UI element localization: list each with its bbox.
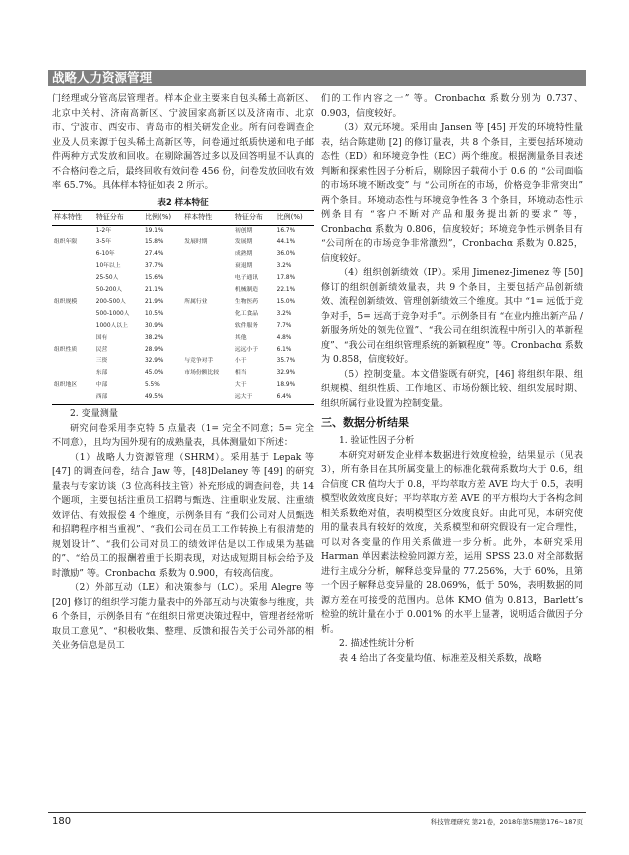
table-cell: 国有 [95,334,108,341]
table-cell: 电子通讯 [234,275,259,282]
table-cell: 东部 [95,370,108,377]
table-header-row [52,210,314,225]
table-row [52,392,314,404]
left-column [52,92,314,654]
table-row [52,309,314,321]
table-row [52,321,314,333]
table-cell [182,345,233,357]
table-cell: 大于 [234,382,247,389]
table-cell: 28.9% [144,346,164,353]
table-cell: 3-5年 [95,239,112,246]
table-cell [182,225,233,237]
section-heading-data-analysis: 三、数据分析结果 [321,416,409,429]
table-cell: 500-1000人 [95,310,130,317]
table-header-cell: 特征分布 [94,210,143,225]
table-cell: 1-2年 [95,227,112,234]
table-cell: 36.0% [276,251,296,258]
subsection-variable-measurement: 2. 变量测量 [70,409,118,420]
paragraph-innovation-performance: （4）组织创新绩效（IP）。采用 Jimenez-Jimenez 等 [50] 修订的组织创新绩效量表，共 9 个条目，主要包括产品创新绩效、流程创新绩效、管理创新绩效三个维度。其中 “1= 远低于竞争对手，5= 远高于竞争对手”。示例条目有 “在业内推出新产品 / 新服务所处的领先位置”、“我公司在组织流程中所引入的革新程度”、“我公司在组织管理系统的新颖程度” 等。Cronbachα 系数为 0.858，信度较好。 [321,268,583,365]
table-cell: 三资 [95,358,108,365]
table-cell [52,333,94,345]
table-cell: 远大于 [233,392,275,404]
table-cell: 32.9% [276,370,296,377]
sample-characteristics-table [52,210,314,406]
paragraph-shrm: （1）战略人力资源管理（SHRM）。采用基于 Lepak 等 [47] 的调查问卷，结合 Jaw 等，[48]Delaney 等 [49] 的研究量表与专家访谈（3 位高科技主管）补充形成的调查问卷，共 14 个题项，主要包括注重员工招聘与甄选、注重职业发展、注重绩效评估、有效报偿 4 个维度，示例条目有 “我们公司对人员甄选和招聘程序相当重视”、“我们公司在员工工作转换上有很清楚的规划设计”、“我们公司对员工的绩效评估是以工作成果为基础的”、“给员工的报酬着重于长期表现，对达成短期目标会给予及时激励” 等。Cronbachα 系数为 0.900，有较高信度。 [52,452,314,579]
table-cell: 10.5% [144,310,164,317]
table-cell [52,368,94,380]
table-cell: 10年以上 [95,263,121,270]
table-cell: 6.1% [276,346,292,353]
table-row [52,273,314,285]
table-cell: 19.1% [144,227,164,234]
table-cell: 组织规模 [54,298,78,305]
table-row [52,356,314,368]
table-cell: 所属行业 [184,298,208,305]
table-cell [52,249,94,261]
table-cell: 4.8% [276,334,292,341]
table-cell: 21.9% [144,298,164,305]
running-header-title: 战略人力资源管理 [52,70,153,85]
table-cell: 3.2% [276,310,292,317]
table-cell [52,321,94,333]
table-cell: 5.5% [144,382,160,389]
table-cell: 38.2% [144,334,164,341]
table-cell: 25-50人 [95,275,119,282]
table-cell: 民营 [95,346,108,353]
table-header-cell: 比例(%) [275,210,314,225]
footer-rule [48,812,586,813]
table-cell: 市场份额比较 [184,370,220,377]
table-cell: 成熟期 [234,251,253,258]
paragraph-control-variables: （5）控制变量。本文借鉴既有研究，[46] 将组织年限、组织规模、组织性质、工作地区、市场份额比较、组织发展时期、组织所属行业设置为控制变量。 [321,369,583,409]
table-cell: 30.9% [144,322,164,329]
table-cell: 49.5% [143,392,182,404]
table-cell: 21.1% [144,287,164,294]
table-row [52,225,314,237]
table-cell: 32.9% [144,358,164,365]
table-row [52,261,314,273]
paragraph-measurement-intro: 研究问卷采用李克特 5 点量表（1= 完全不同意；5= 完全不同意），且均为国外现有的成熟量表，具体测量如下所述： [52,423,314,449]
journal-citation: 科技管理研究 第21卷，2018年第5期第176~187页 [430,818,583,826]
table-cell [52,285,94,297]
table-cell [182,392,233,404]
paragraph-sample-intro: 门经理或分管高层管理者。样本企业主要来自包头稀土高新区、北京中关村、济南高新区、宁波国家高新区以及济南市、北京市、宁波市、西安市、青岛市的相关研发企业。所有问卷调查企业及人员来源于包头稀土高新区等，问卷通过纸质快递和电子邮件两种方式发放和回收。在剔除漏答过多以及回答明显不认真的不合格问卷之后，最终回收有效问卷 456 份，问卷发放回收有效率 65.7%。具体样本特征如表 2 所示。 [52,94,314,191]
table-cell [52,225,94,237]
paragraph-dual-environment: （3）双元环境。采用由 Jansen 等 [45] 开发的环境特性量表，结合陈建勋 [2] 的修订量表，共 8 个条目，主要包括环境动态性（ED）和环境竞争性（EC）两个维度。根据测量条目表述判断和探索性因子分析后，剔除因子载荷小于 0.6 的 “公司面临的市场环境不断改变” 与 “公司所在的市场，价格竞争非常突出” 两个条目。环境动态性与环境竞争性各 3 个条目，环境动态性示例条目有 “客户不断对产品和服务提出新的要求” 等，Cronbachα 系数为 0.806，信度较好；环境竞争性示例条目有 “公司所在的市场竞争非常激烈”，Cronbachα 系数为 0.825，信度较好。 [321,123,583,264]
table-cell: 软件服务 [234,322,259,329]
paragraph-descriptive-stats: 表 4 给出了各变量均值、标准差及相关系数，战略 [339,653,542,664]
table-header-cell: 比例(%) [143,210,182,225]
table-body [52,225,314,405]
table-cell: 45.0% [144,370,164,377]
paragraph-cronbach-continued: 们的工作内容之一” 等。Cronbachα 系数分别为 0.737、0.903，信度较好。 [321,94,583,119]
table-cell [52,273,94,285]
table-cell: 机械制造 [234,287,259,294]
table-cell: 6.4% [275,392,314,404]
paragraph-cfa: 本研究对研发企业样本数据进行效度检验，结果显示（见表 3），所有条目在其所属变量上的标准化载荷系数均大于 0.6，组合信度 CR 值均大于 0.8，平均萃取方差 AVE 均大于 0.5，表明模型收敛效度良好；平均萃取方差 AVE 的平方根均大于各构念间相关系数绝对值，表明模型区分效度良好。由此可见，本研究使用的量表具有较好的效度，关系模型和研究假设有一定合理性，可以对各变量的作用关系做进一步分析。此外，本研究采用 Harman 单因素法检验同源方差，运用 SPSS 23.0 对全部数据进行主成分分析，解释总变异量的 77.256%，大于 60%，且第一个因子解释总变异量的 28.069%，低于 50%，表明数据的同源方差在可接受的范围内。总体 KMO 值为 0.813，Barlett’s 检验的统计量在小于 0.001% 的水平上显著，说明适合做因子分析。 [321,450,583,635]
table-row [52,345,314,357]
table-title: 表2 样本特征 [157,197,209,208]
paragraph-le-lc: （2）外部互动（LE）和决策参与（LC）。采用 Alegre 等 [20] 修订的组织学习能力量表中的外部互动与决策参与维度，共 6 个条目，示例条目有 “在组织日常更决策过程中，管理者经常听取员工意见”、“积极收集、整理、反馈和报告关于公司外部的相关业务信息是员工 [52,583,314,652]
table-cell [52,392,94,404]
table-row [52,297,314,309]
table-cell: 中部 [95,382,108,389]
table-cell: 200-500人 [95,298,126,305]
table-cell: 17.8% [276,275,296,282]
table-cell: 相当 [234,370,247,377]
table-cell: 35.7% [276,358,296,365]
table-cell: 3.2% [276,263,292,270]
table-cell [52,261,94,273]
subsection-cfa: 1. 验证性因子分析 [339,436,415,446]
table-cell: 44.1% [276,239,296,246]
table-cell: 组织年限 [54,239,78,246]
table-cell: 初创期 [234,227,253,234]
table-cell: 50-200人 [95,287,123,294]
table-cell [52,309,94,321]
table-row [52,237,314,249]
table-cell: 18.9% [276,382,296,389]
table-cell [182,273,233,285]
table-cell [182,285,233,297]
table-cell: 西部 [94,392,143,404]
table-cell: 其他 [234,334,247,341]
table-cell: 组织地区 [54,382,78,389]
table-cell [182,309,233,321]
table-cell [182,333,233,345]
table-row [52,249,314,261]
table-cell: 1000人以上 [95,322,128,329]
table-cell: 与竞争对手 [184,358,214,365]
table-cell: 6-10年 [95,251,115,258]
table-row [52,380,314,392]
table-row [52,368,314,380]
table-row [52,333,314,345]
table-header-cell: 特征分布 [233,210,275,225]
table-header-cell: 样本特性 [182,210,233,225]
table-cell [182,249,233,261]
table-cell: 发展期 [234,239,253,246]
table-cell: 27.4% [144,251,164,258]
table-cell: 远远小于 [234,346,259,353]
table-cell: 小于 [234,358,247,365]
table-cell: 15.0% [276,298,296,305]
table-cell: 化工食品 [234,310,259,317]
table-cell [182,380,233,392]
table-header-cell: 样本特性 [52,210,94,225]
table-cell: 22.1% [276,287,296,294]
table-cell [182,321,233,333]
table-cell: 生物医药 [234,298,259,305]
table-cell: 7.7% [276,322,292,329]
subsection-descriptive-stats: 2. 描述性统计分析 [339,639,415,649]
table-cell [52,356,94,368]
table-cell: 15.8% [144,239,164,246]
table-cell: 37.7% [144,263,164,270]
page-number: 180 [52,816,72,827]
table-cell: 组织性质 [54,346,78,353]
table-cell: 15.6% [144,275,164,282]
table-cell: 16.7% [276,227,296,234]
right-column [321,92,583,666]
table-cell: 发展时期 [184,239,208,246]
table-cell: 衰退期 [234,263,253,270]
table-cell [182,261,233,273]
table-row [52,285,314,297]
